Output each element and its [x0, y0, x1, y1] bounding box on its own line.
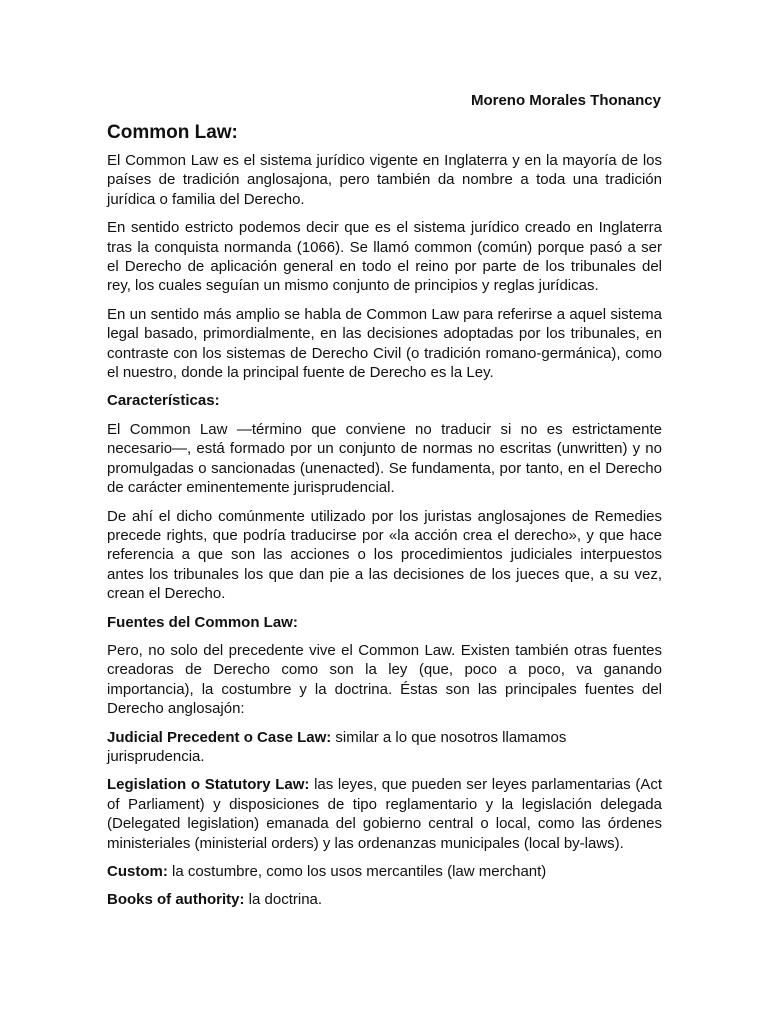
paragraph-unwritten: El Common Law —término que conviene no traducir si no es estrictamente necesario—, está formado por un conjunto de normas no escritas (unwritten) y no promulgadas o sancionadas (unenacted). Se fundamenta, por tanto, en el Derecho de carácter eminentemente jurisprudencial.: [107, 420, 662, 497]
source-item: [107, 862, 662, 881]
author-name: Moreno Morales Thonancy: [470, 92, 661, 109]
document-body: [107, 151, 662, 919]
source-term: Legislation o Statutory Law:: [107, 776, 310, 794]
source-description: la doctrina.: [244, 891, 323, 909]
source-item: [107, 775, 662, 853]
source-item: [107, 728, 662, 767]
paragraph-broad-sense: En un sentido más amplio se habla de Common Law para referirse a aquel sistema legal basado, primordialmente, en las decisiones adoptadas por los tribunales, en contraste con los sistemas de Derecho Civil (o tradición romano-germánica), como el nuestro, donde la principal fuente de Derecho es la Ley.: [107, 305, 662, 382]
document-title: Common Law:: [107, 122, 238, 143]
paragraph-sources-intro: Pero, no solo del precedente vive el Common Law. Existen también otras fuentes creadoras de Derecho como son la ley (que, poco a poco, va ganando importancia), la costumbre y la doctrina. Éstas son las principales fuentes del Derecho anglosajón:: [107, 641, 662, 718]
source-description: las leyes, que pueden ser leyes parlamentarias (Act of Parliament) y disposiciones de tipo reglamentario y la legislación delegada (Delegated legislation) emanada del gobierno central o local, como las órdenes ministeriales (ministerial orders) y las ordenanzas municipales (local by-laws).: [107, 776, 662, 852]
paragraph-remedies: De ahí el dicho comúnmente utilizado por los juristas anglosajones de Remedies precede rights, que podría traducirse por «la acción crea el derecho», y que hace referencia a que son las acciones o los procedimientos judiciales interpuestos antes los tribunales los que dan pie a las decisiones de los jueces que, a su vez, crean el Derecho.: [107, 507, 662, 603]
heading-sources: Fuentes del Common Law:: [107, 613, 298, 631]
source-term: Judicial Precedent o Case Law:: [107, 728, 332, 746]
source-item: [107, 890, 662, 909]
source-description: la costumbre, como los usos mercantiles (law merchant): [167, 863, 547, 880]
paragraph-intro: El Common Law es el sistema jurídico vigente en Inglaterra y en la mayoría de los países de tradición anglosajona, pero también da nombre a toda una tradición jurídica o familia del Derecho.: [107, 152, 662, 208]
heading-characteristics: Características:: [107, 392, 220, 410]
source-term: Custom:: [107, 863, 168, 880]
paragraph-strict-sense: En sentido estricto podemos decir que es el sistema jurídico creado en Inglaterra tras la conquista normanda (1066). Se llamó common (común) porque pasó a ser el Derecho de aplicación general en todo el reino por parte de los tribunales del rey, los cuales seguían un mismo conjunto de principios y reglas jurídicas.: [107, 219, 662, 295]
source-term: Books of authority:: [107, 891, 245, 909]
source-description: similar a lo que nosotros llamamos jurisprudencia.: [107, 728, 567, 765]
